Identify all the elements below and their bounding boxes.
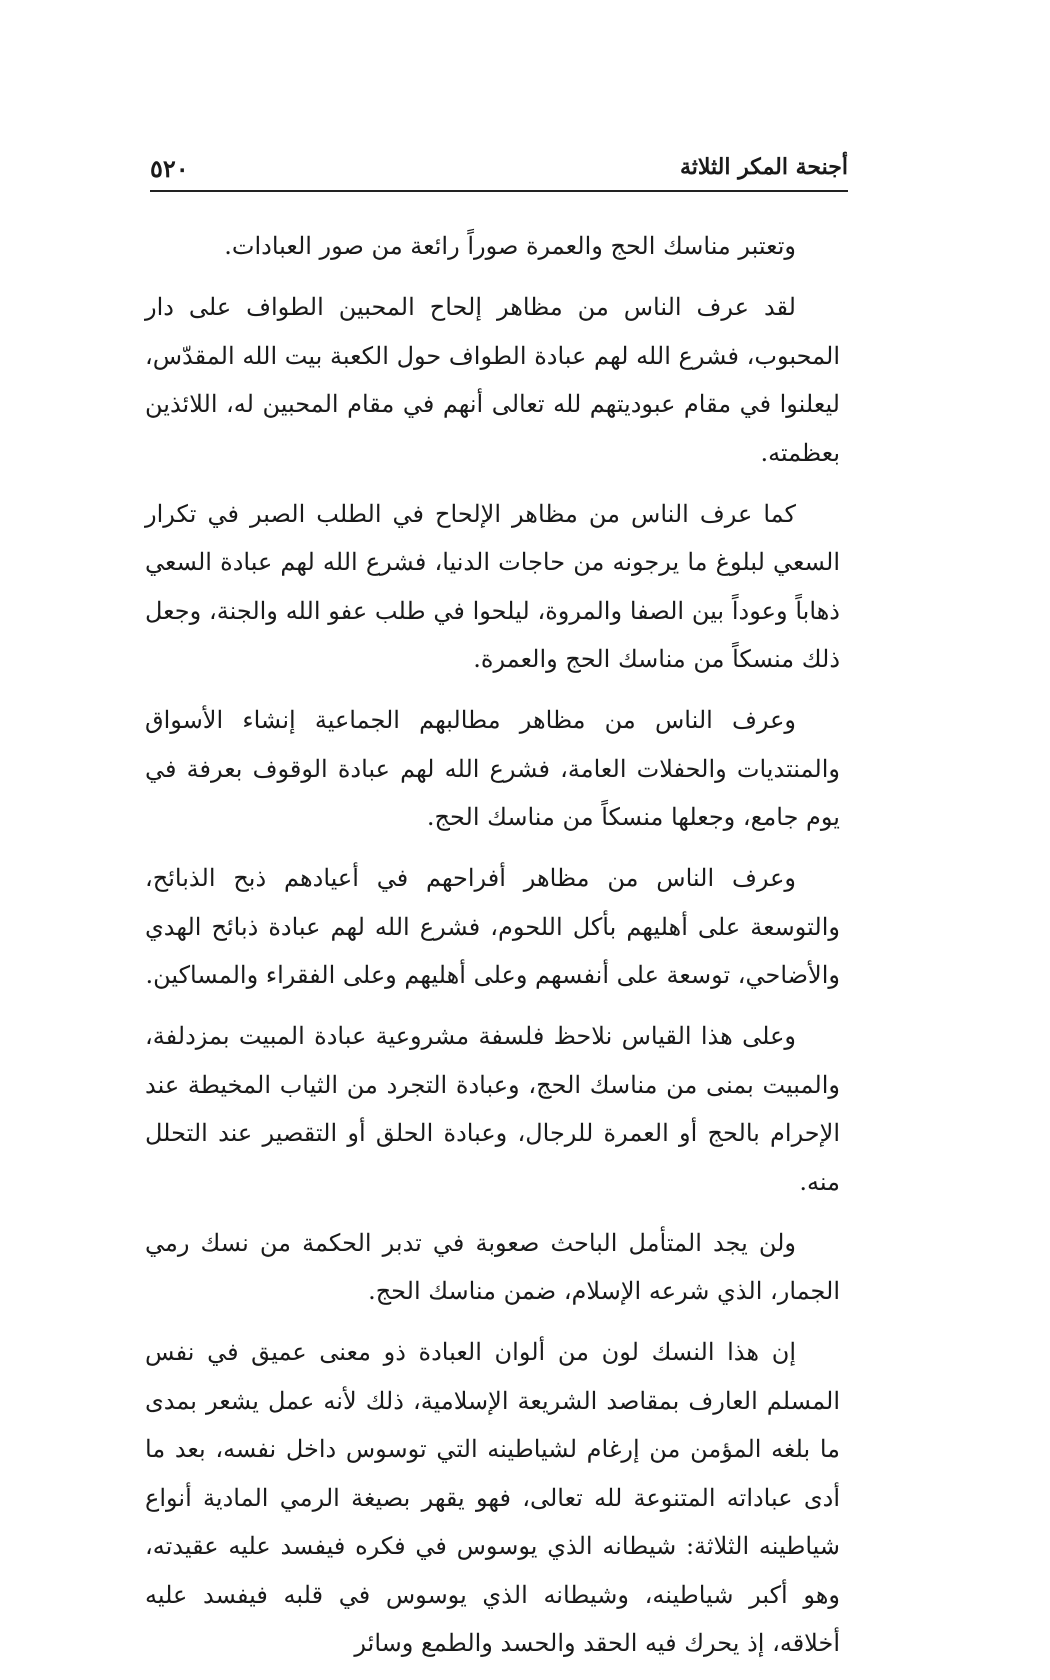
running-header [150, 140, 848, 192]
paragraph-3: كما عرف الناس من مظاهر الإلحاح في الطلب الصبر في تكرار السعي لبلوغ ما يرجونه من حاجات الدنيا، فشرع الله لهم عبادة السعي ذهاباً وعوداً بين الصفا والمروة، ليلحوا في طلب عفو الله والجنة، وجعل ذلك منسكاً من مناسك الحج والعمرة. [145, 499, 840, 673]
paragraph-4: وعرف الناس من مظاهر مطالبهم الجماعية إنشاء الأسواق والمنتديات والحفلات العامة، فشرع الله لهم عبادة الوقوف بعرفة في يوم جامع، وجعلها منسكاً من مناسك الحج. [145, 706, 840, 831]
paragraph-1: وتعتبر مناسك الحج والعمرة صوراً رائعة من صور العبادات. [224, 232, 796, 260]
page-number: ٥٢٠ [150, 154, 189, 183]
body-text [145, 222, 840, 1680]
paragraph-2: لقد عرف الناس من مظاهر إلحاح المحبين الطواف على دار المحبوب، فشرع الله لهم عبادة الطواف حول الكعبة بيت الله المقدّس، ليعلنوا في مقام عبوديتهم لله تعالى أنهم في مقام المحبين له، اللائذين بعظمته. [145, 293, 840, 467]
paragraph-7: ولن يجد المتأمل الباحث صعوبة في تدبر الحكمة من نسك رمي الجمار، الذي شرعه الإسلام، ضمن مناسك الحج. [145, 1228, 840, 1305]
paragraph-6: وعلى هذا القياس نلاحظ فلسفة مشروعية عبادة المبيت بمزدلفة، والمبيت بمنى من مناسك الحج، وعبادة التجرد من الثياب المخيطة عند الإحرام بالحج أو العمرة للرجال، وعبادة الحلق أو التقصير عند التحلل منه. [145, 1022, 840, 1196]
book-title: أجنحة المكر الثلاثة [680, 154, 848, 180]
paragraph-8: إن هذا النسك لون من ألوان العبادة ذو معنى عميق في نفس المسلم العارف بمقاصد الشريعة الإسلامية، ذلك لأنه عمل يشعر بمدى ما بلغه المؤمن من إرغام لشياطينه التي توسوس داخل نفسه، بعد ما أدى عباداته المتنوعة لله تعالى، فهو يقهر بصيغة الرمي المادية أنواع شياطينه الثلاثة: شيطانه الذي يوسوس في فكره فيفسد عليه عقيدته، وهو أكبر شياطينه، وشيطانه الذي يوسوس في قلبه فيفسد عليه أخلاقه، إذ يحرك فيه الحقد والحسد والطمع وسائر [145, 1338, 840, 1657]
paragraph-5: وعرف الناس من مظاهر أفراحهم في أعيادهم ذبح الذبائح، والتوسعة على أهليهم بأكل اللحوم، فشرع الله لهم عبادة ذبائح الهدي والأضاحي، توسعة على أنفسهم وعلى أهليهم وعلى الفقراء والمساكين. [145, 864, 840, 989]
